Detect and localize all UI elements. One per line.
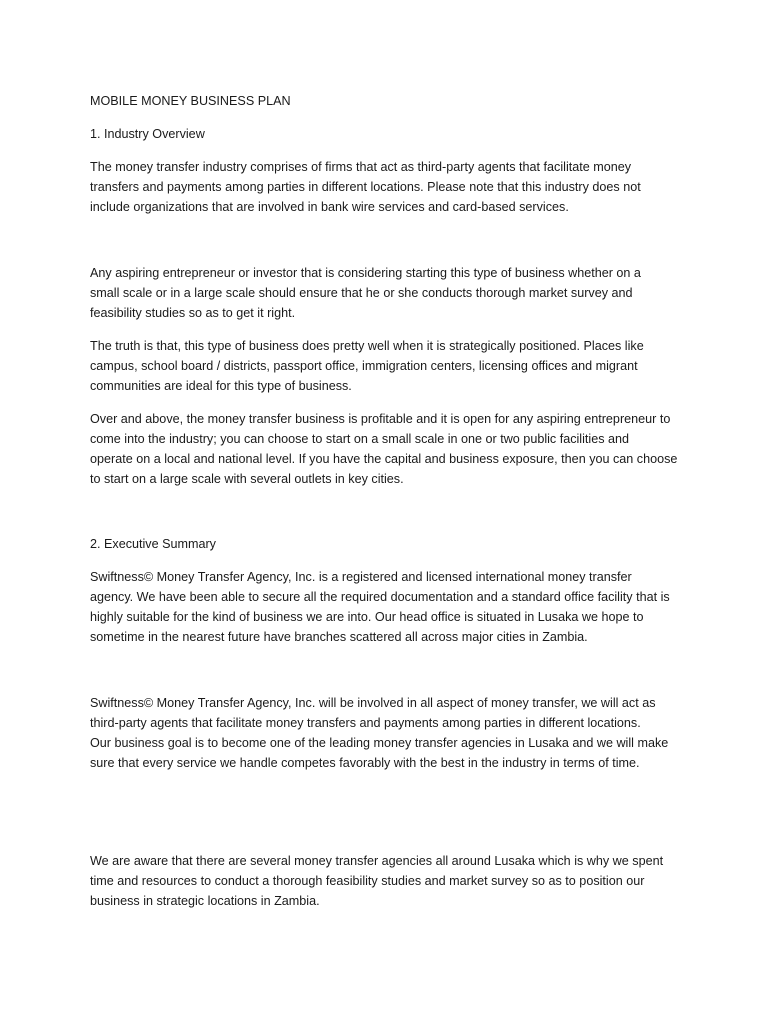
paragraph-line: sure that every service we handle competes favorably with the best in the industry in terms of time. (90, 756, 640, 770)
paragraph-line: Any aspiring entrepreneur or investor that is considering starting this type of business whether on a (90, 266, 641, 280)
paragraph-line: time and resources to conduct a thorough feasibility studies and market survey so as to position our (90, 874, 645, 888)
section-heading-industry-overview: 1. Industry Overview (90, 127, 205, 141)
paragraph-line: Our business goal is to become one of the leading money transfer agencies in Lusaka and we will make (90, 736, 669, 750)
paragraph-line: transfers and payments among parties in different locations. Please note that this industry does not (90, 180, 641, 194)
paragraph-line: The money transfer industry comprises of firms that act as third-party agents that facilitate money (90, 160, 632, 174)
paragraph-line: Swiftness© Money Transfer Agency, Inc. is a registered and licensed international money transfer (90, 570, 632, 584)
paragraph-line: operate on a local and national level. If you have the capital and business exposure, then you can choose (90, 452, 678, 466)
paragraph-line: small scale or in a large scale should ensure that he or she conducts thorough market survey and (90, 286, 633, 300)
paragraph-line: communities are ideal for this type of business. (90, 379, 352, 393)
section-heading-executive-summary: 2. Executive Summary (90, 537, 216, 551)
document-title: MOBILE MONEY BUSINESS PLAN (90, 94, 291, 108)
paragraph-line: business in strategic locations in Zambia. (90, 894, 320, 908)
paragraph-line: We are aware that there are several money transfer agencies all around Lusaka which is why we spent (90, 854, 664, 868)
paragraph-line: Over and above, the money transfer business is profitable and it is open for any aspiring entrepreneur to (90, 412, 671, 426)
paragraph-line: feasibility studies so as to get it right. (90, 306, 296, 320)
paragraph-line: third-party agents that facilitate money transfers and payments among parties in different locations. (90, 716, 641, 730)
paragraph-line: come into the industry; you can choose to start on a small scale in one or two public facilities and (90, 432, 630, 446)
paragraph-line: sometime in the nearest future have branches scattered all across major cities in Zambia. (90, 630, 588, 644)
paragraph-line: include organizations that are involved in bank wire services and card-based services. (90, 200, 569, 214)
paragraph-line: highly suitable for the kind of business we are into. Our head office is situated in Lusaka we hope to (90, 610, 644, 624)
paragraph-line: The truth is that, this type of business does pretty well when it is strategically positioned. Places like (90, 339, 644, 353)
paragraph-line: agency. We have been able to secure all the required documentation and a standard office facility that is (90, 590, 670, 604)
paragraph-line: to start on a large scale with several outlets in key cities. (90, 472, 404, 486)
paragraph-line: campus, school board / districts, passport office, immigration centers, licensing offices and migrant (90, 359, 638, 373)
paragraph-line: Swiftness© Money Transfer Agency, Inc. will be involved in all aspect of money transfer, we will act as (90, 696, 656, 710)
